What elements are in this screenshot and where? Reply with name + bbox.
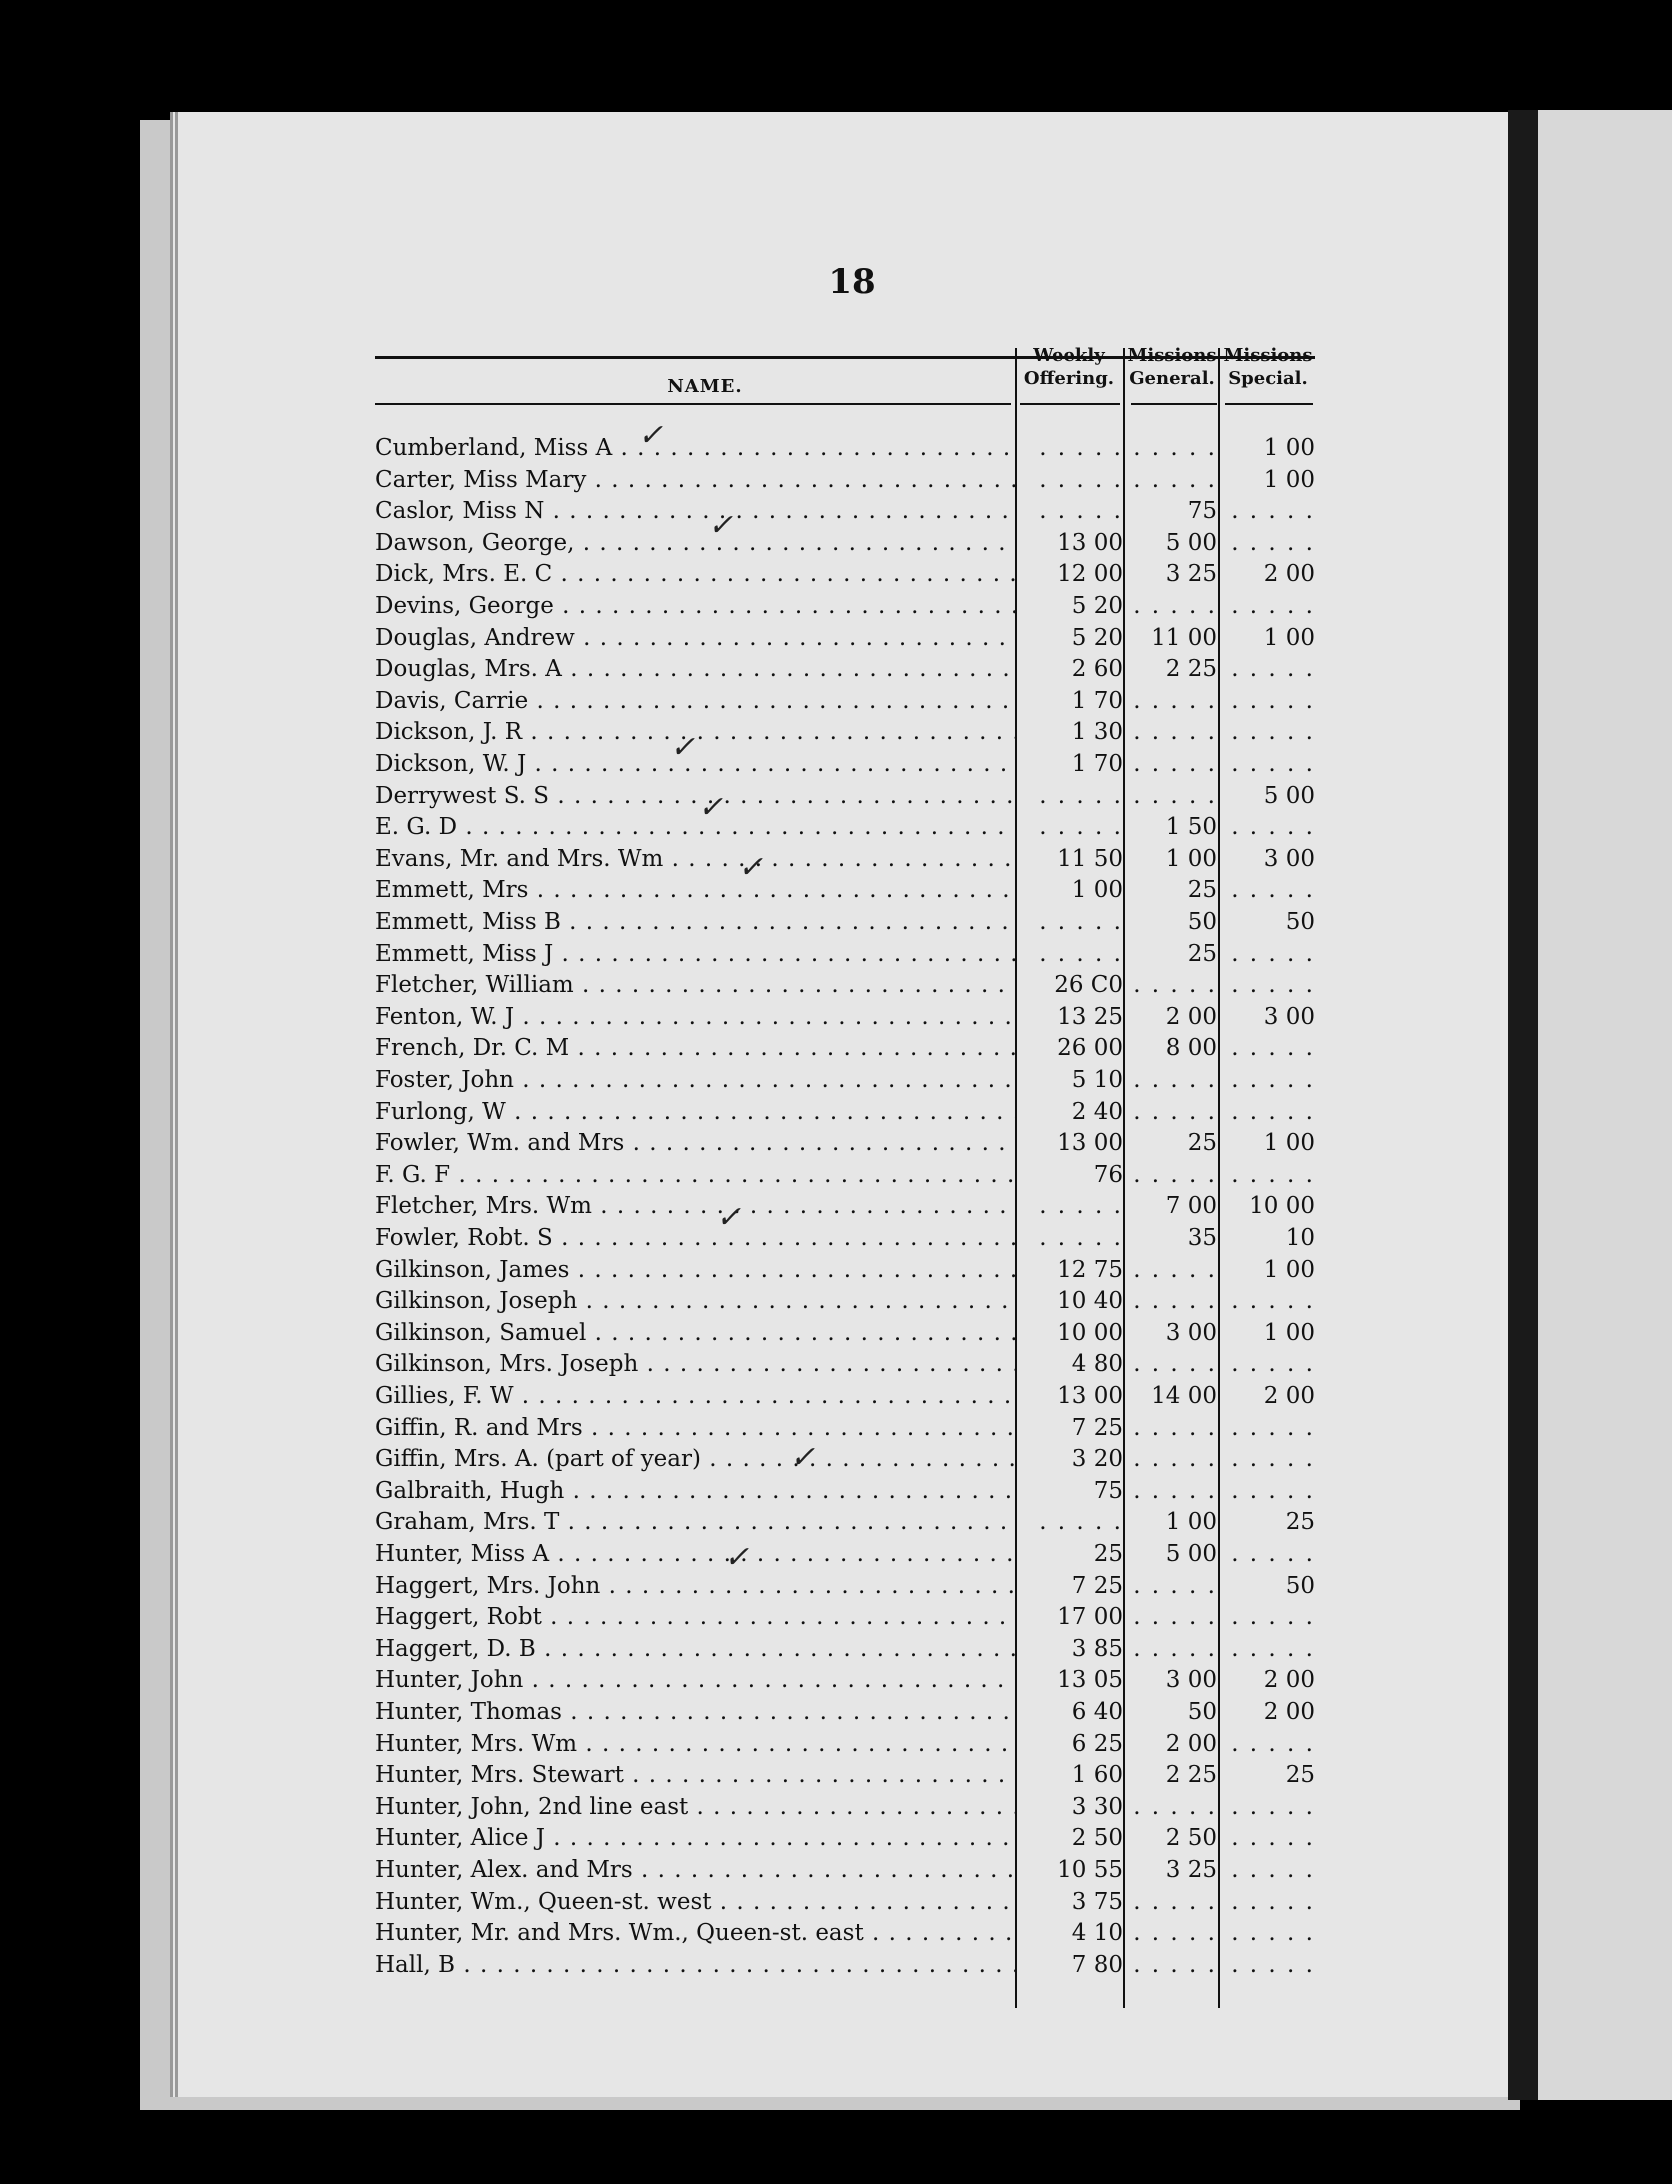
contributor-name: Graham, Mrs. T . . . [375,1506,1015,1538]
weekly-offering-value: 3 20 [1071,1446,1123,1473]
missions-general-value: . . . . . [1133,466,1217,493]
contributor-name: Hunter, Mrs. Stewart . . . [375,1759,1015,1791]
table-row [375,1822,1315,1854]
missions-general-value: 1 00 [1165,845,1217,872]
weekly-offering-value: 12 75 [1057,1256,1123,1283]
weekly-offering-value: 5 20 [1071,624,1123,651]
weekly-offering-value: 4 10 [1071,1920,1123,1947]
table-row [375,1728,1315,1760]
table-row [375,1601,1315,1633]
missions-general-value: . . . . . [1133,1098,1217,1125]
weekly-offering-value: 10 55 [1057,1857,1123,1883]
contributor-name: Haggert, Mrs. John . . . [375,1570,1015,1602]
missions-special-value: . . . . . [1231,1793,1315,1820]
table-row [375,464,1315,496]
missions-special-value: 1 00 [1263,435,1315,461]
weekly-offering-value: . . . . . [1039,466,1123,493]
missions-special-value: 10 [1285,1225,1315,1251]
missions-general-value: 2 00 [1165,1730,1217,1757]
missions-special-value: . . . . . [1231,1825,1315,1852]
weekly-offering-value: . . . . . [1039,909,1123,935]
contributor-name: Hunter, John, 2nd line east . . . [375,1791,1015,1823]
missions-general-value: 3 25 [1165,1857,1217,1883]
missions-general-value: 1 00 [1165,1509,1217,1536]
contributions-table [375,336,1315,2036]
table-row [375,716,1315,748]
column-header-general-line1: Missions [1127,345,1217,366]
missions-special-value: 3 00 [1263,1003,1315,1030]
contributor-name: Davis, Carrie . . . [375,685,1015,717]
name-header-rule [375,403,1011,405]
table-row [375,1696,1315,1728]
table-row [375,969,1315,1001]
contributor-name: Hunter, Wm., Queen-st. west . . . [375,1886,1015,1918]
table-row [375,1190,1315,1222]
missions-special-value: . . . . . [1231,1604,1315,1631]
checkmark-icon: ✓ [716,1200,742,1235]
weekly-offering-value: 1 00 [1071,877,1123,904]
column-header-weekly-line1: Weekly [1033,345,1105,366]
contributor-name: Haggert, Robt . . . [375,1601,1015,1633]
missions-general-value: 50 [1187,909,1217,935]
column-header-missions-special [1221,344,1315,390]
missions-general-value: . . . . . [1133,1477,1217,1504]
missions-special-value: . . . . . [1231,940,1315,967]
page-number: 18 [828,262,876,302]
contributor-name: Emmett, Mrs . . . [375,874,1015,906]
table-row [375,1633,1315,1665]
table-row [375,1222,1315,1254]
table-row [375,906,1315,938]
missions-general-value: 75 [1187,498,1217,525]
missions-special-value: 1 00 [1263,1130,1315,1157]
missions-general-value: 7 00 [1165,1193,1217,1220]
missions-general-value: . . . . . [1133,1351,1217,1378]
missions-general-value: 5 00 [1165,529,1217,556]
weekly-offering-value: 10 00 [1057,1319,1123,1346]
table-row [375,1506,1315,1538]
table-row [375,1475,1315,1507]
missions-special-value: 1 00 [1263,1319,1315,1346]
contributor-name: Fowler, Robt. S . . . [375,1222,1015,1254]
missions-special-value: 1 00 [1263,466,1315,493]
missions-general-value: . . . . . [1133,1604,1217,1631]
weekly-offering-value: . . . . . [1039,1225,1123,1251]
contributor-name: Gilkinson, James . . . [375,1254,1015,1286]
contributor-name: Derrywest S. S . . . [375,780,1015,812]
weekly-offering-value: 13 00 [1057,529,1123,556]
contributor-name: Dickson, W. J . . . [375,748,1015,780]
table-row [375,1064,1315,1096]
contributor-name: Galbraith, Hugh . . . [375,1475,1015,1507]
missions-special-value: . . . . . [1231,1035,1315,1062]
missions-special-value: 2 00 [1263,1383,1315,1409]
missions-general-value: . . . . . [1133,1951,1217,1978]
missions-general-value: . . . . . [1133,719,1217,746]
column-header-name: NAME. [667,376,743,397]
missions-special-value: . . . . . [1231,529,1315,556]
checkmark-icon: ✓ [698,790,724,825]
weekly-offering-value: 2 40 [1071,1098,1123,1125]
table-row [375,527,1315,559]
weekly-offering-value: . . . . . [1039,814,1123,841]
contributor-name: Gillies, F. W . . . [375,1380,1015,1412]
contributor-name: Devins, George . . . [375,590,1015,622]
missions-general-value: 50 [1187,1699,1217,1725]
table-row [375,1791,1315,1823]
missions-special-value: 2 00 [1263,1667,1315,1694]
contributor-name: Hunter, Alex. and Mrs . . . [375,1854,1015,1886]
contributor-name: Gilkinson, Samuel . . . [375,1317,1015,1349]
weekly-offering-value: 26 00 [1057,1035,1123,1062]
table-row [375,1443,1315,1475]
table-row [375,938,1315,970]
missions-general-value: . . . . . [1133,1288,1217,1315]
contributor-name: Fowler, Wm. and Mrs . . . [375,1127,1015,1159]
missions-special-value: . . . . . [1231,1446,1315,1473]
missions-general-value: 3 00 [1165,1319,1217,1346]
missions-special-value: . . . . . [1231,1730,1315,1757]
contributor-name: Fletcher, William . . . [375,969,1015,1001]
missions-general-value: . . . . . [1133,751,1217,777]
missions-special-value: . . . . . [1231,593,1315,619]
contributor-name: Fletcher, Mrs. Wm . . . [375,1190,1015,1222]
missions-special-value: 50 [1285,909,1315,935]
weekly-offering-value: 13 25 [1057,1003,1123,1030]
weekly-offering-value: 7 80 [1071,1951,1123,1978]
missions-general-value: . . . . . [1133,1161,1217,1188]
table-row [375,1917,1315,1949]
weekly-offering-value: 6 40 [1071,1699,1123,1725]
contributor-name: F. G. F . . . [375,1159,1015,1191]
missions-special-value: . . . . . [1231,751,1315,777]
missions-special-value: 2 00 [1263,561,1315,588]
missions-special-value: . . . . . [1231,1351,1315,1378]
weekly-offering-value: . . . . . [1039,498,1123,525]
table-row [375,1570,1315,1602]
table-row [375,432,1315,464]
weekly-offering-value: 12 00 [1057,561,1123,588]
facing-page-edge [1538,110,1672,2100]
table-row [375,622,1315,654]
table-row [375,1159,1315,1191]
missions-general-value: . . . . . [1133,1635,1217,1662]
column-header-general-line2: General. [1129,368,1215,389]
contributor-name: French, Dr. C. M . . . [375,1032,1015,1064]
table-row [375,811,1315,843]
missions-general-value: 25 [1187,877,1217,904]
weekly-offering-value: . . . . . [1039,435,1123,461]
table-row [375,1759,1315,1791]
contributor-name: Caslor, Miss N . . . [375,495,1015,527]
missions-special-value: 50 [1285,1572,1315,1599]
table-row [375,558,1315,590]
weekly-offering-value: 5 10 [1071,1067,1123,1093]
table-row [375,1854,1315,1886]
missions-general-value: . . . . . [1133,1920,1217,1947]
missions-general-value: 2 25 [1165,1762,1217,1789]
contributor-name: Gilkinson, Joseph . . . [375,1285,1015,1317]
contributor-name: Haggert, D. B . . . [375,1633,1015,1665]
checkmark-icon: ✓ [724,1540,750,1575]
column-header-special-line2: Special. [1228,368,1308,389]
column-header-weekly-line2: Offering. [1023,368,1115,389]
missions-special-value: . . . . . [1231,1888,1315,1915]
table-row [375,590,1315,622]
checkmark-icon: ✓ [670,730,696,765]
missions-general-value: . . . . . [1133,782,1217,809]
missions-general-value: . . . . . [1133,593,1217,619]
missions-general-value: 2 25 [1165,656,1217,683]
table-row [375,685,1315,717]
contributor-name: Hunter, Thomas . . . [375,1696,1015,1728]
weekly-offering-value: 7 25 [1071,1572,1123,1599]
weekly-offering-value: 3 75 [1071,1888,1123,1915]
weekly-offering-value: 26 C0 [1054,972,1123,999]
table-row [375,1254,1315,1286]
table-row [375,1001,1315,1033]
missions-general-value: . . . . . [1133,1067,1217,1093]
contributor-name: Hunter, John . . . [375,1664,1015,1696]
weekly-offering-value: 13 00 [1057,1130,1123,1157]
weekly-offering-value: . . . . . [1039,1193,1123,1220]
contributor-name: Douglas, Andrew . . . [375,622,1015,654]
weekly-offering-value: 7 25 [1071,1414,1123,1441]
weekly-offering-value: 76 [1093,1161,1123,1188]
table-row [375,495,1315,527]
weekly-offering-value: 2 50 [1071,1825,1123,1852]
missions-general-value: 14 00 [1151,1383,1217,1409]
column-header-missions-general [1127,344,1217,390]
missions-special-value: 10 00 [1249,1193,1315,1220]
table-row [375,748,1315,780]
missions-general-value: 11 00 [1151,624,1217,651]
missions-general-value: . . . . . [1133,1888,1217,1915]
weekly-offering-value: 13 05 [1057,1667,1123,1694]
column-header-weekly-offering [1015,344,1123,390]
missions-special-value: . . . . . [1231,1161,1315,1188]
missions-special-value: 3 00 [1263,845,1315,872]
weekly-offering-value: 1 30 [1071,719,1123,746]
weekly-offering-value: 6 25 [1071,1730,1123,1757]
table-row [375,1538,1315,1570]
checkmark-icon: ✓ [638,418,664,453]
table-row [375,1886,1315,1918]
contributor-name: E. G. D . . . [375,811,1015,843]
missions-general-value: . . . . . [1133,435,1217,461]
missions-general-value: 3 00 [1165,1667,1217,1694]
general-header-rule [1131,403,1217,405]
table-row [375,1096,1315,1128]
missions-special-value: . . . . . [1231,1414,1315,1441]
table-row [375,1949,1315,1981]
contributor-name: Hall, B . . . [375,1949,1015,1981]
contributor-name: Giffin, Mrs. A. (part of year) . . . [375,1443,1015,1475]
missions-general-value: 25 [1187,940,1217,967]
checkmark-icon: ✓ [738,850,764,885]
missions-special-value: 25 [1285,1762,1315,1789]
contributor-name: Foster, John . . . [375,1064,1015,1096]
missions-special-value: 1 00 [1263,624,1315,651]
missions-special-value: . . . . . [1231,656,1315,683]
missions-special-value: . . . . . [1231,1857,1315,1883]
table-row [375,1348,1315,1380]
missions-special-value: . . . . . [1231,1920,1315,1947]
weekly-offering-value: 2 60 [1071,656,1123,683]
missions-special-value: . . . . . [1231,1067,1315,1093]
table-row [375,1380,1315,1412]
weekly-header-rule [1020,403,1120,405]
missions-general-value: 2 50 [1165,1825,1217,1852]
weekly-offering-value: 1 70 [1071,751,1123,777]
weekly-offering-value: 4 80 [1071,1351,1123,1378]
missions-special-value: . . . . . [1231,1477,1315,1504]
weekly-offering-value: . . . . . [1039,782,1123,809]
weekly-offering-value: 5 20 [1071,593,1123,619]
missions-general-value: . . . . . [1133,1572,1217,1599]
missions-special-value: 5 00 [1263,782,1315,809]
table-row [375,1127,1315,1159]
weekly-offering-value: . . . . . [1039,940,1123,967]
book-gutter [1508,110,1538,2100]
checkmark-icon: ✓ [790,1440,816,1475]
table-row [375,843,1315,875]
contributor-name: Hunter, Mr. and Mrs. Wm., Queen-st. east . . . [375,1917,1015,1949]
weekly-offering-value: 3 30 [1071,1793,1123,1820]
weekly-offering-value: 1 60 [1071,1762,1123,1789]
special-header-rule [1225,403,1313,405]
contributor-name: Gilkinson, Mrs. Joseph . . . [375,1348,1015,1380]
table-row [375,874,1315,906]
weekly-offering-value: . . . . . [1039,1509,1123,1536]
table-row [375,780,1315,812]
missions-special-value: . . . . . [1231,1635,1315,1662]
column-header-special-line1: Missions [1223,345,1313,366]
missions-special-value: . . . . . [1231,687,1315,714]
missions-special-value: . . . . . [1231,814,1315,841]
contributor-name: Douglas, Mrs. A . . . [375,653,1015,685]
missions-special-value: . . . . . [1231,1541,1315,1567]
missions-general-value: . . . . . [1133,687,1217,714]
weekly-offering-value: 25 [1093,1541,1123,1567]
table-row [375,1664,1315,1696]
contributor-name: Fenton, W. J . . . [375,1001,1015,1033]
missions-special-value: 25 [1285,1509,1315,1536]
contributor-name: Hunter, Alice J . . . [375,1822,1015,1854]
missions-special-value: 2 00 [1263,1699,1315,1725]
weekly-offering-value: 17 00 [1057,1604,1123,1631]
missions-general-value: 25 [1187,1130,1217,1157]
contributor-name: Dawson, George, . . . [375,527,1015,559]
missions-general-value: . . . . . [1133,1793,1217,1820]
missions-special-value: . . . . . [1231,1098,1315,1125]
contributor-name: Evans, Mr. and Mrs. Wm . . . [375,843,1015,875]
missions-general-value: . . . . . [1133,1256,1217,1283]
missions-general-value: . . . . . [1133,1446,1217,1473]
contributor-name: Cumberland, Miss A . . . [375,432,1015,464]
weekly-offering-value: 75 [1093,1477,1123,1504]
missions-general-value: 1 50 [1165,814,1217,841]
missions-special-value: . . . . . [1231,1951,1315,1978]
missions-general-value: 5 00 [1165,1541,1217,1567]
table-row [375,1032,1315,1064]
contributor-name: Dickson, J. R . . . [375,716,1015,748]
table-row [375,1412,1315,1444]
checkmark-icon: ✓ [708,508,734,543]
missions-special-value: . . . . . [1231,972,1315,999]
weekly-offering-value: 13 00 [1057,1383,1123,1409]
table-row [375,653,1315,685]
missions-special-value: . . . . . [1231,498,1315,525]
missions-general-value: 8 00 [1165,1035,1217,1062]
missions-general-value: 2 00 [1165,1003,1217,1030]
weekly-offering-value: 3 85 [1071,1635,1123,1662]
missions-general-value: . . . . . [1133,1414,1217,1441]
contributor-name: Furlong, W . . . [375,1096,1015,1128]
missions-special-value: . . . . . [1231,719,1315,746]
table-row [375,1317,1315,1349]
contributor-name: Hunter, Miss A . . . [375,1538,1015,1570]
missions-general-value: 3 25 [1165,561,1217,588]
table-row [375,1285,1315,1317]
contributor-name: Carter, Miss Mary . . . [375,464,1015,496]
missions-special-value: . . . . . [1231,877,1315,904]
contributor-name: Dick, Mrs. E. C . . . [375,558,1015,590]
missions-general-value: . . . . . [1133,972,1217,999]
missions-special-value: 1 00 [1263,1256,1315,1283]
missions-special-value: . . . . . [1231,1288,1315,1315]
missions-general-value: 35 [1187,1225,1217,1251]
contributor-name: Hunter, Mrs. Wm . . . [375,1728,1015,1760]
contributor-name: Emmett, Miss J . . . [375,938,1015,970]
contributor-name: Emmett, Miss B . . . [375,906,1015,938]
weekly-offering-value: 10 40 [1057,1288,1123,1315]
weekly-offering-value: 11 50 [1057,845,1123,872]
weekly-offering-value: 1 70 [1071,687,1123,714]
contributor-name: Giffin, R. and Mrs . . . [375,1412,1015,1444]
